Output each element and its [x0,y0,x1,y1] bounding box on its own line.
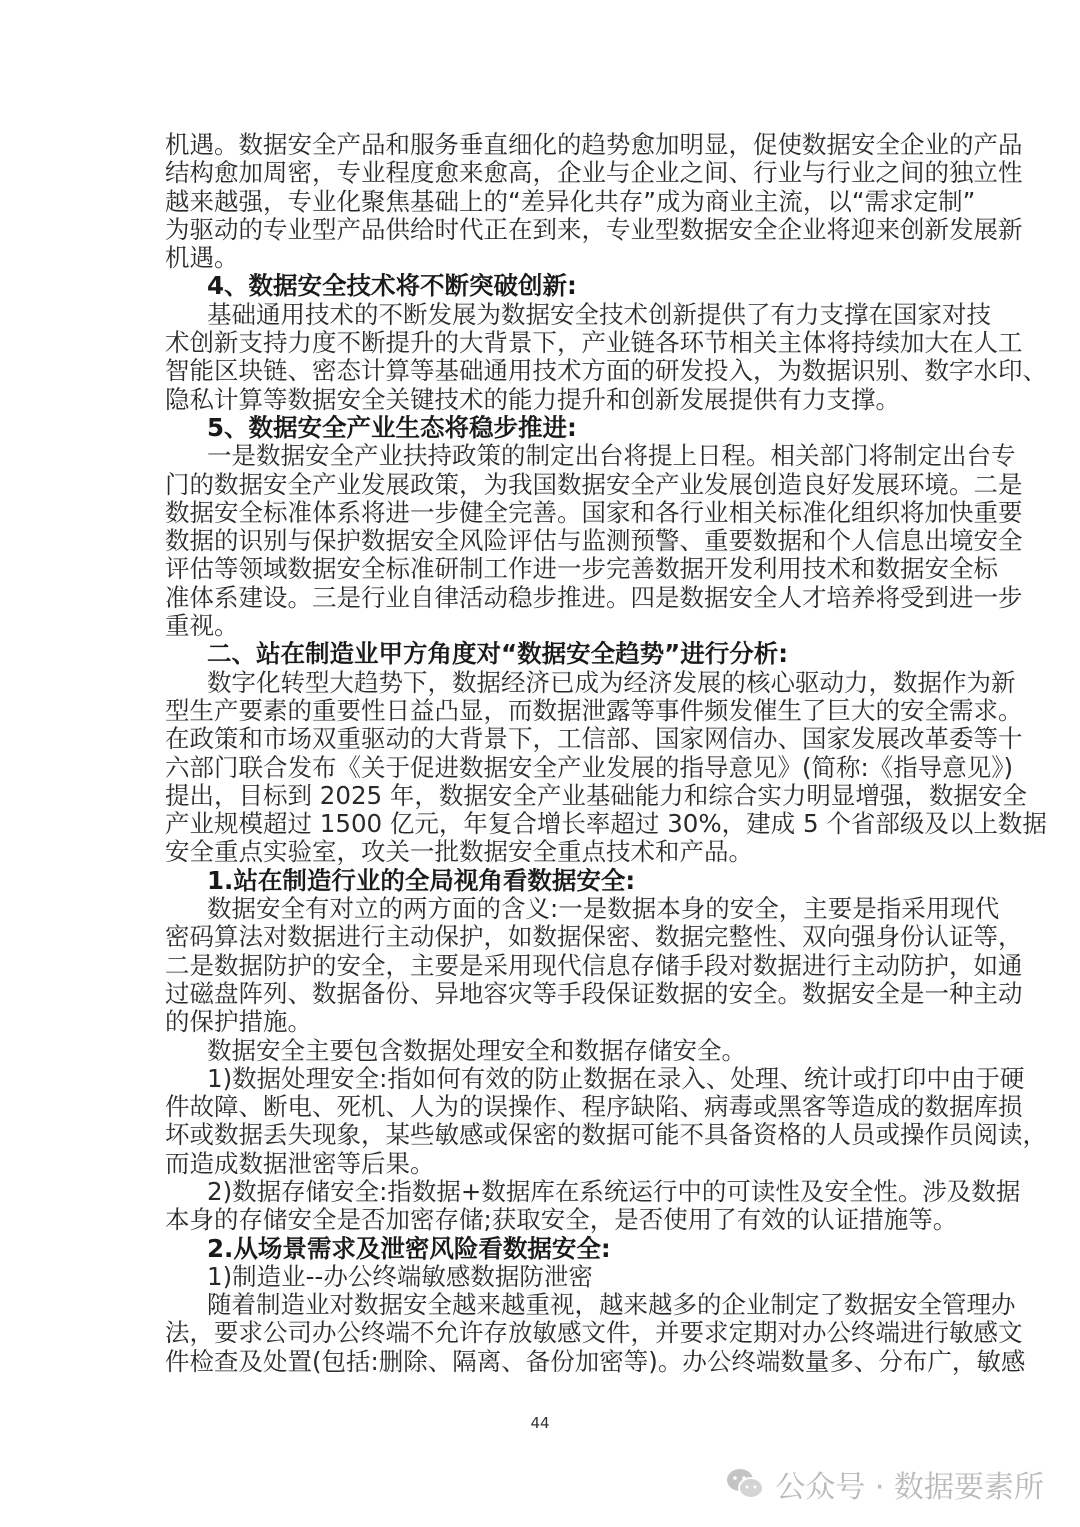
text-line: 件故障、断电、死机、人为的误操作、程序缺陷、病毒或黑客等造成的数据库损 [165,1092,1023,1122]
text-line: 过磁盘阵列、数据备份、异地容灾等手段保证数据的安全。数据安全是一种主动 [165,978,1023,1008]
text-line: 的保护措施。 [165,1007,312,1037]
paragraph [165,299,1047,414]
heading-text: 5、数据安全产业生态将稳步推进: [207,412,577,442]
text-line: 而造成数据泄密等后果。 [165,1148,435,1178]
paragraph [165,894,1023,1037]
paragraph [165,1176,1021,1235]
section-heading [165,272,917,300]
heading-text: 4、数据安全技术将不断突破创新: [207,271,577,301]
text-line: 随着制造业对数据安全越来越重视，越来越多的企业制定了数据安全管理办 [207,1290,1016,1320]
text-line: 智能区块链、密态计算等基础通用技术方面的研发投入，为数据识别、数字水印、 [165,356,1047,386]
text-line: 六部门联合发布《关于促进数据安全产业发展的指导意见》(简称:《指导意见》) [165,752,1014,782]
text-line: 结构愈加周密，专业程度愈来愈高，企业与企业之间、行业与行业之间的独立性 [165,158,1023,188]
paragraph [165,667,1047,867]
text-line: 数字化转型大趋势下，数据经济已成为经济发展的核心驱动力，数据作为新 [207,667,1016,697]
text-line: 数据安全有对立的两方面的含义:一是数据本身的安全，主要是指采用现代 [207,894,1000,924]
text-line: 本身的存储安全是否加密存储;获取安全，是否使用了有效的认证措施等。 [165,1205,958,1235]
text-line: 1)数据处理安全:指如何有效的防止数据在录入、处理、统计或打印中由于硬 [207,1063,1025,1093]
text-line: 2)数据存储安全:指数据+数据库在系统运行中的可读性及安全性。涉及数据 [207,1176,1021,1206]
text-line: 术创新支持力度不断提升的大背景下，产业链各环节相关主体将持续加大在人工 [165,328,1023,358]
text-line: 基础通用技术的不断发展为数据安全技术创新提供了有力支撑在国家对技 [207,299,991,329]
text-line: 产业规模超过 1500 亿元，年复合增长率超过 30%，建成 5 个省部级及以上数据 [165,809,1047,839]
watermark [725,1462,1044,1506]
text-line: 机遇。数据安全产品和服务垂直细化的趋势愈加明显，促使数据安全企业的产品 [165,130,1023,159]
text-line: 评估等领域数据安全标准研制工作进一步完善数据开发利用技术和数据安全标 [165,554,998,584]
text-line: 隐私计算等数据安全关键技术的能力提升和创新发展提供有力支撑。 [165,384,900,414]
heading-text: 二、站在制造业甲方角度对“数据安全趋势”进行分析: [207,639,788,669]
text-line: 一是数据安全产业扶持政策的制定出台将提上日程。相关部门将制定出台专 [207,441,1016,471]
heading-text: 2.从场景需求及泄密风险看数据安全: [207,1233,611,1263]
section-heading [165,867,917,895]
page-number: 44 [530,1414,550,1432]
wechat-icon [725,1467,765,1501]
text-line: 准体系建设。三是行业自律活动稳步推进。四是数据安全人才培养将受到进一步 [165,582,1023,612]
text-line: 数据安全标准体系将进一步健全完善。国家和各行业相关标准化组织将加快重要 [165,497,1023,527]
text-line: 1)制造业--办公终端敏感数据防泄密 [207,1261,593,1291]
text-line: 二是数据防护的安全，主要是采用现代信息存储手段对数据进行主动防护，如通 [165,950,1023,980]
text-line: 越来越强，专业化聚焦基础上的“差异化共存”成为商业主流，以“需求定制” [165,186,976,216]
section-heading [165,414,917,442]
paragraph [165,1063,1047,1178]
watermark-text: 公众号 · 数据要素所 [775,1470,1044,1505]
text-line: 在政策和市场双重驱动的大背景下，工信部、国家网信办、国家发展改革委等十 [165,724,1023,754]
paragraph [165,130,1023,273]
text-line: 型生产要素的重要性日益凸显，而数据泄露等事件频发催生了巨大的安全需求。 [165,695,1023,725]
paragraph [165,1037,917,1065]
text-line: 法，要求公司办公终端不允许存放敏感文件，并要求定期对办公终端进行敏感文 [165,1318,1023,1348]
text-line: 提出，目标到 2025 年，数据安全产业基础能力和综合实力明显增强，数据安全 [165,780,1027,810]
heading-text: 1.站在制造行业的全局视角看数据安全: [207,865,636,895]
text-line: 密码算法对数据进行主动保护，如数据保密、数据完整性、双向强身份认证等， [165,922,1023,952]
document-body [165,130,1047,1376]
text-line: 门的数据安全产业发展政策，为我国数据安全产业发展创造良好发展环境。二是 [165,469,1023,499]
text-line: 安全重点实验室，攻关一批数据安全重点技术和产品。 [165,837,753,867]
paragraph [165,1263,917,1291]
section-heading [165,640,917,668]
text-line: 件检查及处置(包括:删除、隔离、备份加密等)。办公终端数量多、分布广，敏感 [165,1346,1026,1376]
text-line: 坏或数据丢失现象，某些敏感或保密的数据可能不具备资格的人员或操作员阅读， [165,1120,1047,1150]
paragraph [165,1290,1026,1376]
text-line: 数据的识别与保护数据安全风险评估与监测预警、重要数据和个人信息出境安全 [165,526,1023,556]
paragraph [165,441,1023,641]
text-line: 数据安全主要包含数据处理安全和数据存储安全。 [207,1035,746,1065]
text-line: 机遇。 [165,243,239,273]
text-line: 为驱动的专业型产品供给时代正在到来，专业型数据安全企业将迎来创新发展新 [165,214,1023,244]
text-line: 重视。 [165,611,239,641]
section-heading [165,1235,917,1263]
